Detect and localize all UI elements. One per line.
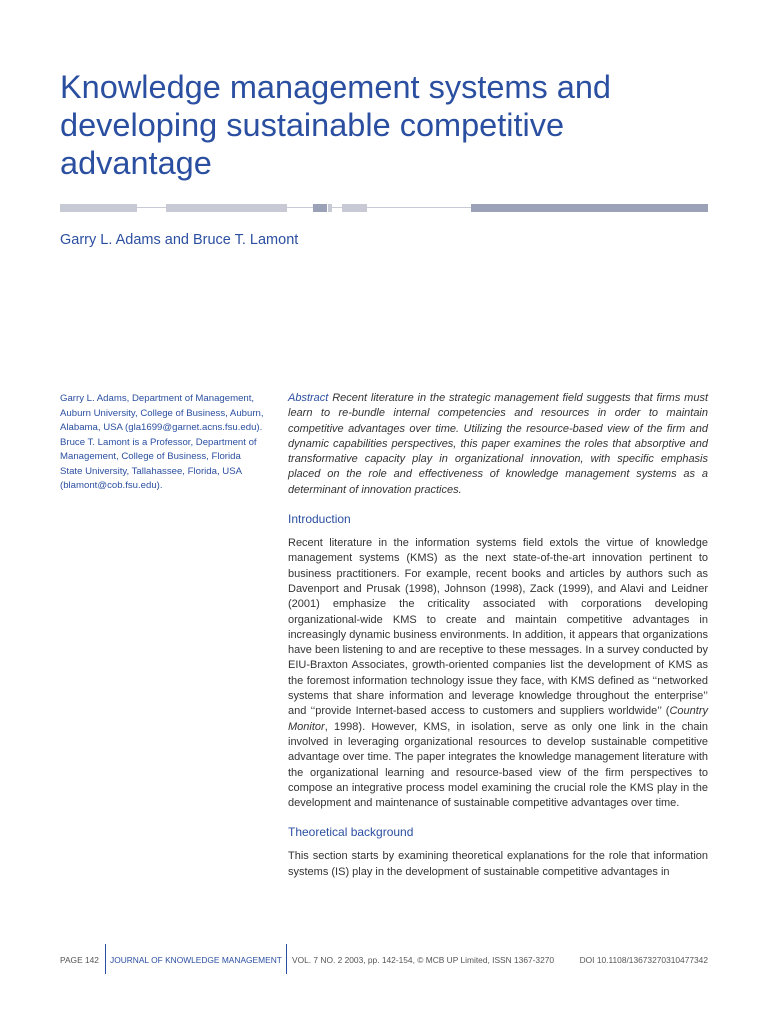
doi: DOI 10.1108/13673270310477342 <box>579 955 708 965</box>
title-line-3: advantage <box>60 145 212 181</box>
footer-divider <box>286 944 287 974</box>
introduction-heading: Introduction <box>288 512 351 527</box>
theoretical-background-heading: Theoretical background <box>288 825 414 840</box>
page-footer <box>60 944 708 974</box>
intro-text-before: Recent literature in the information systems field extols the virtue of knowledge management systems (KMS) as the next state-of-the-art innovation pertinent to business practitioners. For example, recent books and articles by authors such as Davenport and Prusak (1998), Johnson (1998), Zack (1999), and Alavi and Leidner (2001) emphasize the criticality associated with corporations developing organizational-wide KMS to create and maintain competitive advantages in increasingly dynamic business environments. In addition, it appears that organizations have been listening to and are receptive to these messages. In a survey conducted by EIU-Braxton Associates, growth-oriented companies list the development of KMS as the foremost information technology issue they face, with KMS defined as ‘‘networked systems that share information and leverage knowledge throughout the enterprise’’ and ‘‘provide Internet-based access to customers and suppliers worldwide’’ ( <box>288 537 708 718</box>
decorative-rule <box>60 204 708 212</box>
volume-info: VOL. 7 NO. 2 2003, pp. 142-154, © MCB UP Limited, ISSN 1367-3270 <box>292 955 555 965</box>
authors: Garry L. Adams and Bruce T. Lamont <box>60 232 299 248</box>
theoretical-background-paragraph: This section starts by examining theoretical explanations for the role that information systems (IS) play in the development of sustainable competitive advantages in <box>288 850 708 878</box>
intro-text-after: , 1998). However, KMS, in isolation, serve as only one link in the chain involved in leveraging organizational resources to develop sustainable competitive advantage over time. The paper integrates the knowledge management literature with the organizational learning and resource-based view of the firm perspectives to compose an integrative process model examining the crucial role the KMS play in the development and maintenance of sustainable competitive advantages over time. <box>288 720 708 810</box>
intro-citation: Country Monitor <box>288 705 708 733</box>
page-number: PAGE 142 <box>60 955 99 965</box>
article-title <box>60 68 720 182</box>
abstract <box>288 391 708 498</box>
main-column <box>288 391 708 880</box>
affiliation-adams: Garry L. Adams, Department of Management, Auburn University, College of Business, Auburn, Alabama, USA (gla1699@garnet.acns.fsu.edu). <box>60 393 264 433</box>
introduction-paragraph <box>288 536 708 811</box>
title-line-2: developing sustainable competitive <box>60 107 565 143</box>
affiliation-lamont: Bruce T. Lamont is a Professor, Department of Management, College of Business, Florida State University, Tallahassee, Florida, USA (blamont@cob.fsu.edu). <box>60 436 257 491</box>
journal-name: JOURNAL OF KNOWLEDGE MANAGEMENT <box>110 955 282 965</box>
title-line-1: Knowledge management systems and <box>60 69 612 105</box>
author-affiliations <box>60 392 265 494</box>
abstract-text: Recent literature in the strategic management field suggests that firms must learn to re-bundle internal competencies and resources in order to maintain competitive advantages over time. Utilizing the resource-based view of the firm and dynamic capabilities perspectives, this paper examines the roles that absorptive and transformative capacity play in organizational innovation, with specific emphasis placed on the role and effectiveness of knowledge management systems as a determinant of innovation practices. <box>288 392 709 496</box>
footer-divider <box>105 944 106 974</box>
abstract-label: Abstract <box>288 392 329 404</box>
